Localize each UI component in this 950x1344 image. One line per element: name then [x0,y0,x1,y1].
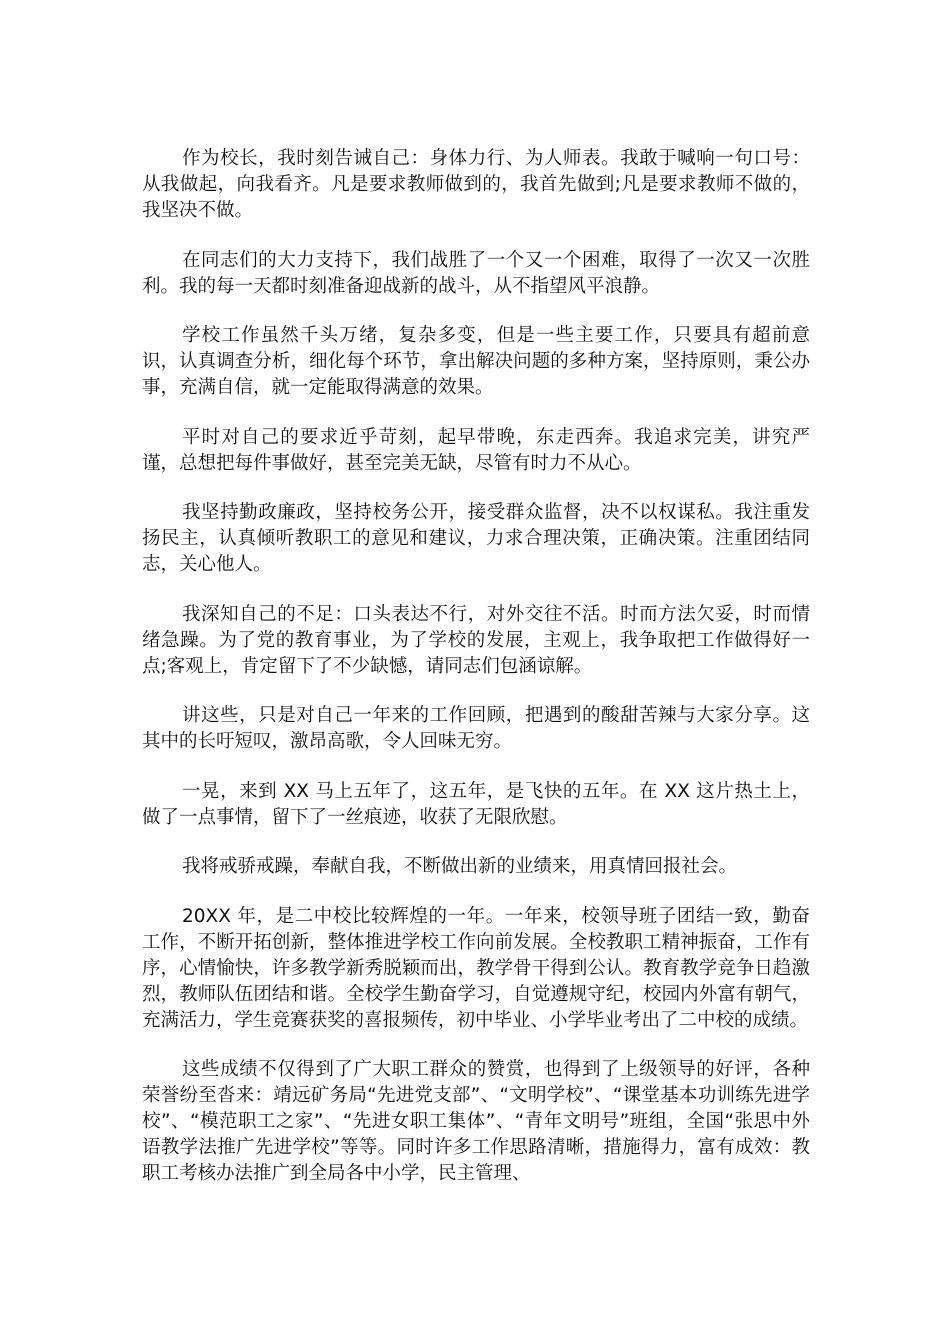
paragraph-strict-self-requirements: 平时对自己的要求近乎苛刻，起早带晚，东走西奔。我追求完美，讲究严谨，总想把每件事做好，甚至完美无缺，尽管有时力不从心。 [142,426,810,474]
document-body [142,146,810,1211]
paragraph-overcoming-difficulties: 在同志们的大力支持下，我们战胜了一个又一个困难，取得了一次又一次胜利。我的每一天都时刻准备迎战新的战斗，从不指望风平浪静。 [142,249,810,297]
paragraph-year-review: 讲这些，只是对自己一年来的工作回顾，把遇到的酸甜苦辣与大家分享。这其中的长吁短叹，激昂高歌，令人回味无穷。 [142,705,810,752]
paragraph-dedication: 我将戒骄戒躁，奉献自我，不断做出新的业绩来，用真情回报社会。 [182,856,738,877]
paragraph-five-years: 一晃，来到 XX 马上五年了，这五年，是飞快的五年。在 XX 这片热土上，做了一点事情，留下了一丝痕迹，收获了无限欣慰。 [142,780,810,828]
paragraph-brilliant-year: 20XX 年，是二中校比较辉煌的一年。一年来，校领导班子团结一致，勤奋工作，不断开拓创新，整体推进学校工作向前发展。全校教职工精神振奋，工作有序，心情愉快，许多教学新秀脱颖而出，教学骨干得到公认。教育教学竞争日趋激烈，教师队伍团结和谐。全校学生勤奋学习，自觉遵规守纪，校园内外富有朝气，充满活力，学生竞赛获奖的喜报频传，初中毕业、小学毕业考出了二中校的成绩。 [142,905,810,1031]
paragraph-principal-self-discipline: 作为校长，我时刻告诫自己：身体力行、为人师表。我敢于喊响一句口号：从我做起，向我看齐。凡是要求教师做到的，我首先做到;凡是要求教师不做的，我坚决不做。 [142,148,810,221]
paragraph-shortcomings: 我深知自己的不足：口头表达不行，对外交往不活。时而方法欠妥，时而情绪急躁。为了党的教育事业，为了学校的发展，主观上，我争取把工作做得好一点;客观上，肯定留下了不少缺憾，请同志们包涵谅解。 [142,603,810,677]
paragraph-honors-achievements: 这些成绩不仅得到了广大职工群众的赞赏，也得到了上级领导的好评，各种荣誉纷至沓来：靖远矿务局“先进党支部”、“文明学校”、“课堂基本功训练先进学校”、“模范职工之家”、“先进女职工集体”、“青年文明号”班组，全国“张思中外语教学法推广先进学校”等等。同时许多工作思路清晰，措施得力，富有成效：教职工考核办法推广到全局各中小学，民主管理、 [142,1059,810,1184]
paragraph-school-work-approach: 学校工作虽然千头万绪，复杂多变，但是一些主要工作，只要具有超前意识，认真调查分析，细化每个环节，拿出解决问题的多种方案，坚持原则，秉公办事，充满自信，就一定能取得满意的效果。 [142,325,810,398]
paragraph-integrity-democracy: 我坚持勤政廉政，坚持校务公开，接受群众监督，决不以权谋私。我注重发扬民主，认真倾听教职工的意见和建议，力求合理决策，正确决策。注重团结同志，关心他人。 [142,502,810,575]
